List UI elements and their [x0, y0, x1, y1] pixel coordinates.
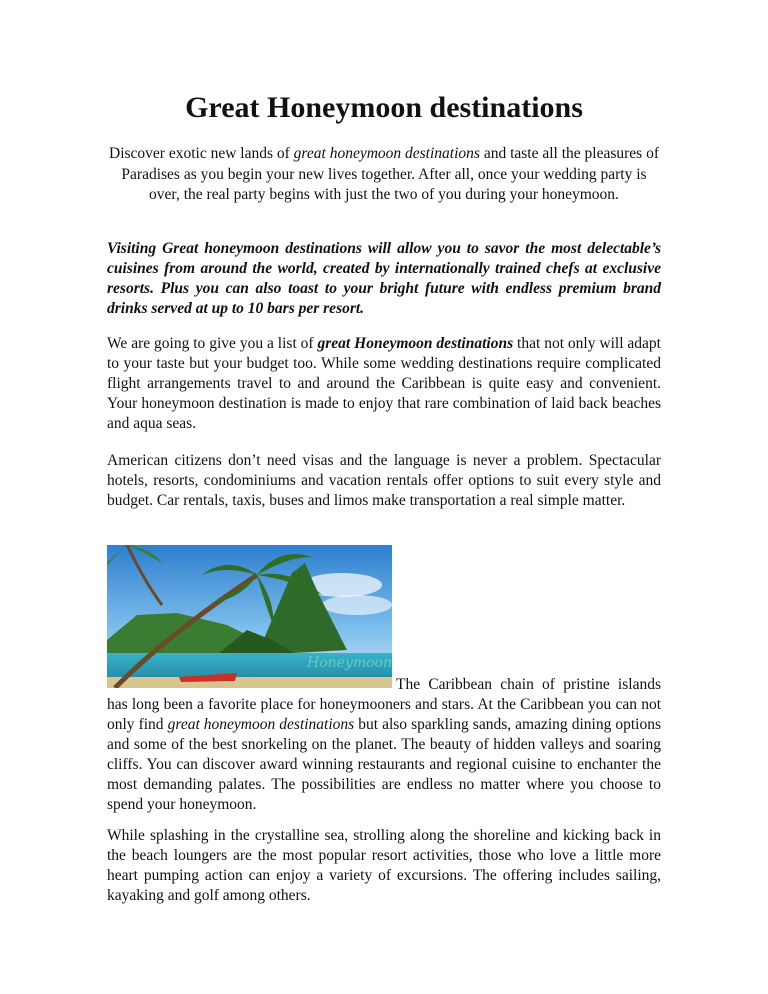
page-title: Great Honeymoon destinations [185, 91, 583, 124]
para4-emphasis: great honeymoon destinations [167, 716, 355, 733]
para4-text-before: The Caribbean chain of pristine islands has long been a favorite place for honeymooners and stars. At the Caribbean you can not only find [107, 676, 661, 733]
bold-italic-paragraph: Visiting Great honeymoon destinations will allow you to savor the most delectable’s cuisines from around the world, created by internationally trained chefs at exclusive resorts. Plus you can also toast to your bright future with endless premium brand drinks served at up to 10 bars per resort. [107, 240, 661, 317]
visa-paragraph: American citizens don’t need visas and the language is never a problem. Spectacular hotels, resorts, condominiums and vacation rentals offer options to suit every style and budget. Car rentals, taxis, buses and limos make transportation a real simple matter. [107, 452, 661, 509]
activities-paragraph: While splashing in the crystalline sea, strolling along the shoreline and kicking back in the beach loungers are the most popular resort activities, those who love a little more heart pumping action can enjoy a variety of excursions. The offering includes sailing, kayaking and golf among others. [107, 827, 661, 904]
para2-text-before: We are going to give you a list of [107, 335, 318, 352]
para4-text-after: but also sparkling sands, amazing dining options and some of the best snorkeling on the planet. The beauty of hidden valleys and soaring cliffs. You can discover award winning restaurants and regional cuisine to enchanter the most demanding palates. The possibilities are endless no matter where you choose to spend your honeymoon. [107, 716, 661, 813]
photo-watermark: Honeymoon [307, 655, 392, 671]
list-intro-paragraph [107, 334, 661, 434]
caribbean-beach-photo [107, 545, 392, 688]
para2-text-after: that not only will adapt to your taste but your budget too. While some wedding destinations require complicated flight arrangements travel to and around the Caribbean is quite easy and convenient. Your honeymoon destination is made to enjoy that rare combination of laid back beaches and aqua seas. [107, 335, 661, 432]
caribbean-paragraph [107, 675, 661, 815]
intro-paragraph [106, 144, 662, 206]
intro-text-after: and taste all the pleasures of Paradises as you begin your new lives together. After all, once your wedding party is over, the real party begins with just the two of you during your honeymoon. [121, 145, 659, 203]
intro-text-before: Discover exotic new lands of [109, 145, 294, 162]
intro-italic-phrase: great honeymoon destinations [293, 145, 480, 162]
para2-emphasis: great Honeymoon destinations [317, 335, 514, 352]
